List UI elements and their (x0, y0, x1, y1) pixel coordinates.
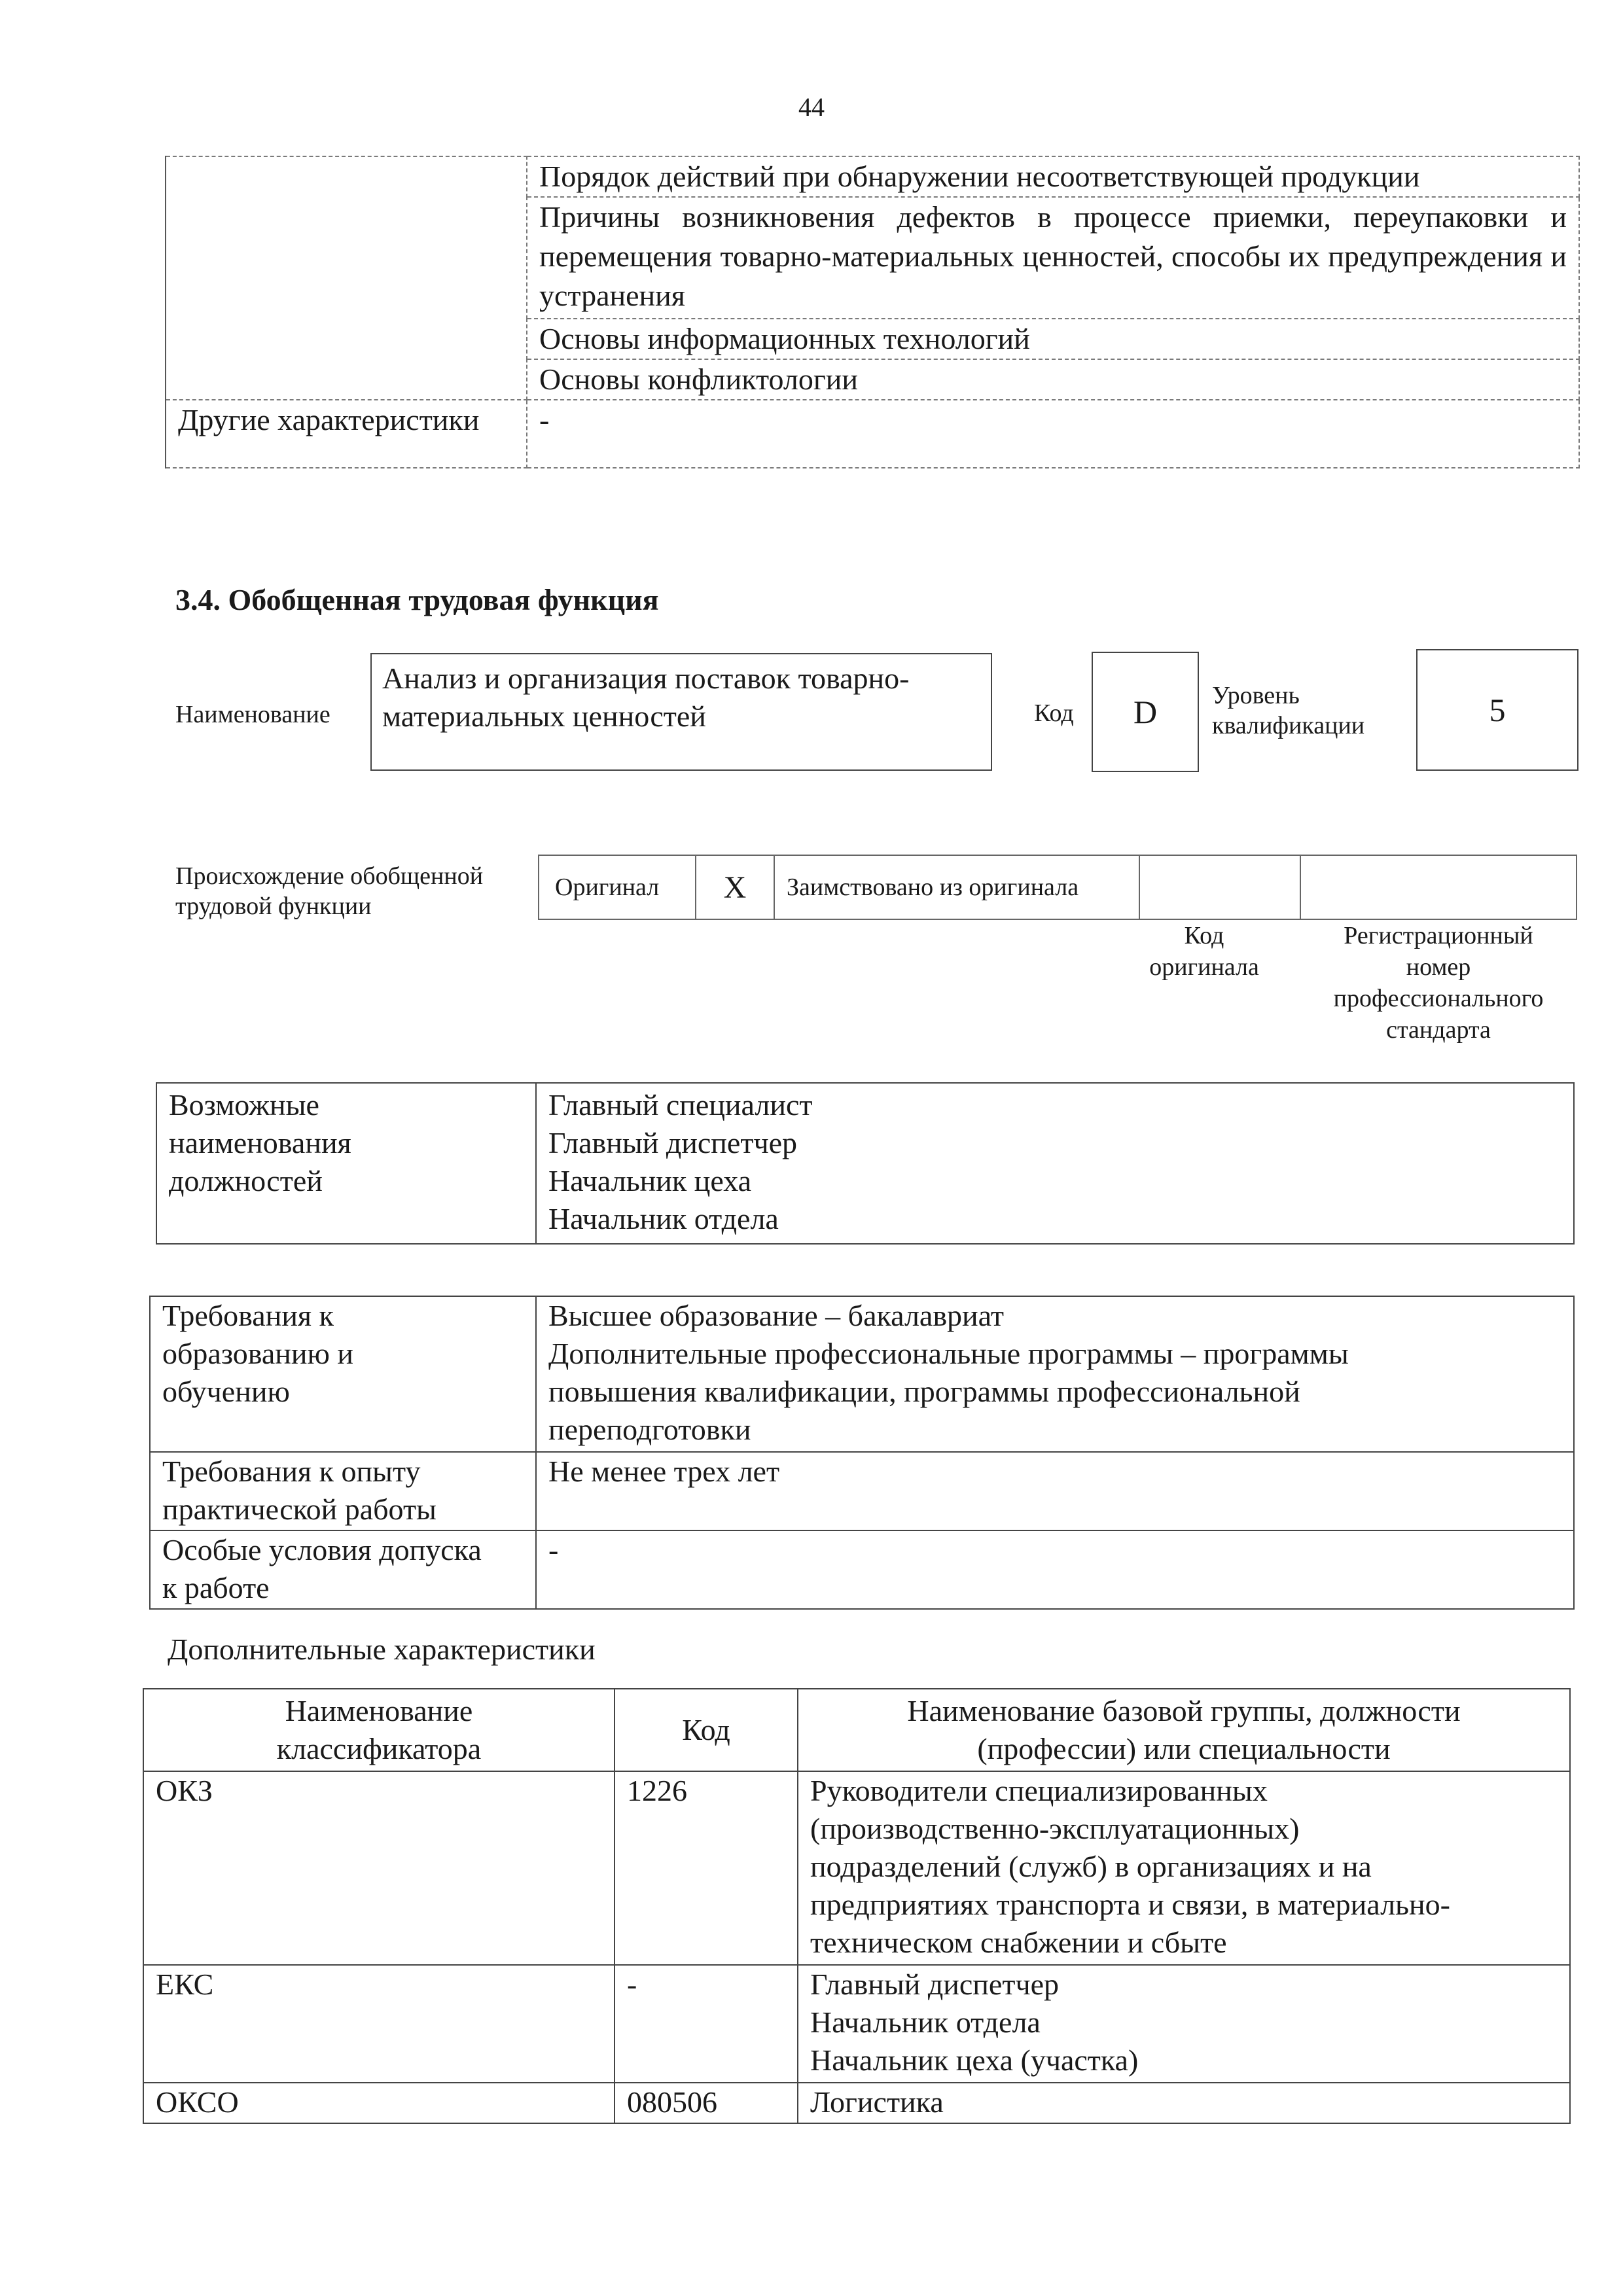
education-label-line: обучению (162, 1375, 290, 1408)
code-original-label (1113, 920, 1296, 983)
origin-table (538, 855, 1577, 920)
group-cell (798, 1965, 1570, 2083)
positions-label-line: должностей (169, 1164, 323, 1197)
group-line: Главный диспетчер (810, 1968, 1059, 2001)
knowledge-item: Основы информационных технологий (527, 319, 1579, 359)
education-label-line: образованию и (162, 1337, 353, 1370)
education-label-line: Требования к (162, 1299, 334, 1332)
name-label: Наименование (175, 701, 330, 728)
empty-label-cell (166, 156, 527, 400)
code-original-label-line: Код (1184, 922, 1224, 949)
education-value (536, 1296, 1574, 1452)
origin-label-line: Происхождение обобщенной (175, 862, 484, 890)
borrowed-label: Заимствовано из оригинала (774, 855, 1139, 919)
registration-number-label-line: стандарта (1386, 1016, 1491, 1044)
group-line: предприятиях транспорта и связи, в материально- (810, 1888, 1450, 1921)
original-label: Оригинал (539, 855, 696, 919)
group-line: Логистика (810, 2085, 944, 2119)
classifier-cell: ОКСО (143, 2083, 615, 2123)
code-value: D (1133, 694, 1158, 730)
group-line: Начальник отдела (810, 2005, 1041, 2039)
code-original-label-line: оригинала (1149, 953, 1259, 981)
section-heading: 3.4. Обобщенная трудовая функция (175, 583, 659, 616)
code-header: Код (615, 1689, 798, 1771)
level-value: 5 (1489, 692, 1506, 728)
special-conditions-label-line: к работе (162, 1571, 270, 1604)
special-conditions-label (150, 1530, 536, 1609)
registration-number-label-line: номер (1406, 953, 1471, 981)
knowledge-item: Причины возникновения дефектов в процессе приемки, переупаковки и перемещения товарно-материальных ценностей, способы их предупреждения и устранения (527, 197, 1579, 319)
function-name-line: материальных ценностей (382, 699, 706, 733)
classifier-header-line: классификатора (276, 1732, 482, 1765)
positions-label-line: Возможные (169, 1088, 319, 1122)
level-label (1212, 680, 1364, 741)
experience-label (150, 1452, 536, 1530)
group-header-line: Наименование базовой группы, должности (907, 1694, 1461, 1727)
position-item: Главный специалист (548, 1088, 813, 1122)
origin-label (175, 861, 483, 921)
table-row (143, 1771, 1570, 1965)
level-value-box (1416, 649, 1578, 771)
additional-heading: Дополнительные характеристики (168, 1633, 596, 1666)
education-value-line: повышения квалификации, программы профессиональной (548, 1375, 1300, 1408)
classifier-header (143, 1689, 615, 1771)
classifier-cell: ОКЗ (143, 1771, 615, 1965)
requirements-table (149, 1296, 1575, 1610)
registration-number-label (1301, 920, 1576, 1046)
group-line: Руководители специализированных (810, 1774, 1268, 1807)
code-cell: 1226 (615, 1771, 798, 1965)
registration-number-cell (1300, 855, 1577, 919)
knowledge-item: Порядок действий при обнаружении несоответствующей продукции (527, 156, 1579, 197)
classifier-cell: ЕКС (143, 1965, 615, 2083)
continuation-table (165, 156, 1580, 468)
experience-label-line: практической работы (162, 1492, 437, 1526)
education-value-line: Высшее образование – бакалавриат (548, 1299, 1004, 1332)
positions-label-line: наименования (169, 1126, 351, 1159)
level-label-line: Уровень (1212, 682, 1300, 709)
experience-value: Не менее трех лет (536, 1452, 1574, 1530)
other-characteristics-value: - (527, 400, 1579, 468)
table-row (143, 1965, 1570, 2083)
education-label (150, 1296, 536, 1452)
code-cell: - (615, 1965, 798, 2083)
position-item: Начальник отдела (548, 1202, 779, 1235)
group-line: техническом снабжении и сбыте (810, 1926, 1227, 1959)
classifier-header-line: Наименование (285, 1694, 473, 1727)
knowledge-item: Основы конфликтологии (527, 359, 1579, 400)
experience-label-line: Требования к опыту (162, 1455, 421, 1488)
education-value-line: переподготовки (548, 1413, 751, 1446)
other-characteristics-label: Другие характеристики (166, 400, 527, 468)
positions-table (156, 1082, 1575, 1245)
table-row (143, 2083, 1570, 2123)
special-conditions-label-line: Особые условия допуска (162, 1533, 482, 1566)
function-name-box (370, 653, 992, 771)
original-mark: X (696, 855, 774, 919)
code-original-cell (1139, 855, 1300, 919)
positions-list (536, 1083, 1574, 1244)
group-header (798, 1689, 1570, 1771)
function-name-line: Анализ и организация поставок товарно- (382, 662, 910, 695)
group-header-line: (профессии) или специальности (977, 1732, 1391, 1765)
page-number: 44 (798, 92, 825, 122)
position-item: Главный диспетчер (548, 1126, 797, 1159)
registration-number-label-line: профессионального (1333, 985, 1544, 1012)
code-label: Код (1034, 699, 1074, 727)
group-line: Начальник цеха (участка) (810, 2043, 1139, 2077)
position-item: Начальник цеха (548, 1164, 752, 1197)
code-value-box (1092, 652, 1199, 772)
positions-label (156, 1083, 536, 1244)
registration-number-label-line: Регистрационный (1344, 922, 1533, 949)
code-cell: 080506 (615, 2083, 798, 2123)
group-cell (798, 2083, 1570, 2123)
group-line: (производственно-эксплуатационных) (810, 1812, 1300, 1845)
additional-characteristics-table (143, 1688, 1571, 2124)
group-line: подразделений (служб) в организациях и на (810, 1850, 1372, 1883)
special-conditions-value: - (536, 1530, 1574, 1609)
education-value-line: Дополнительные профессиональные программы – программы (548, 1337, 1349, 1370)
level-label-line: квалификации (1212, 712, 1365, 739)
group-cell (798, 1771, 1570, 1965)
origin-label-line: трудовой функции (175, 892, 372, 920)
